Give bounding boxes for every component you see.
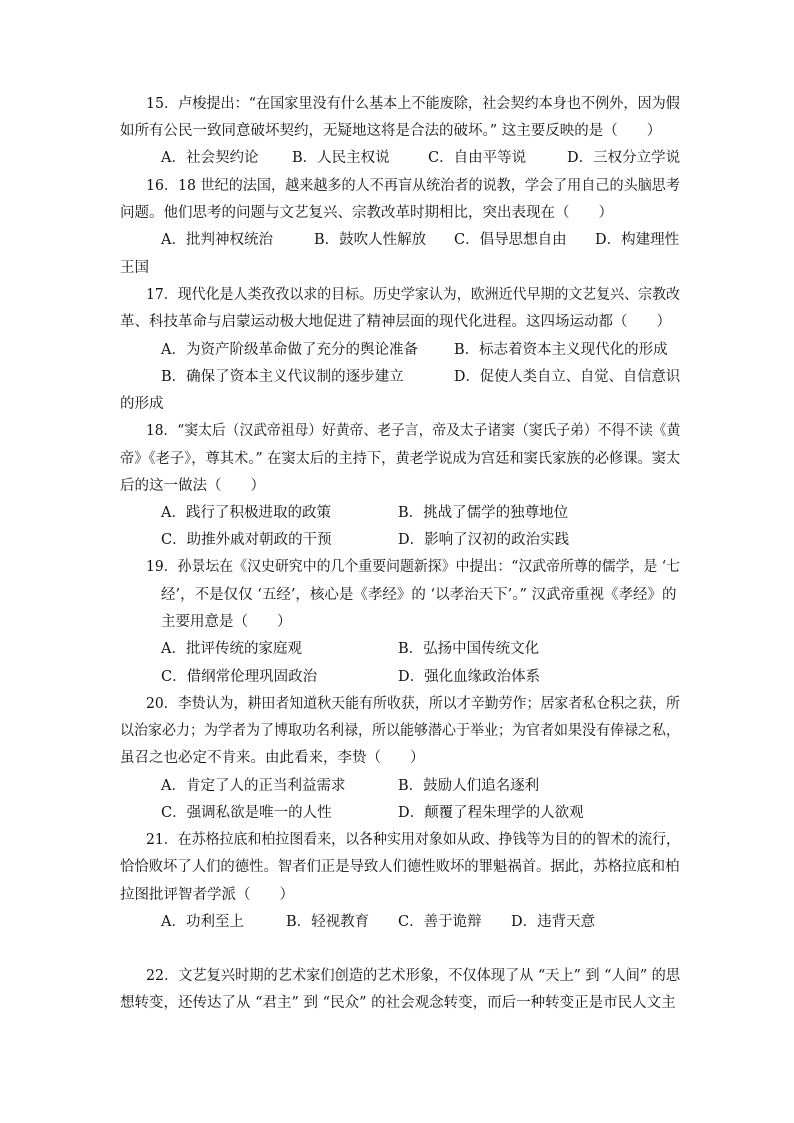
question-15-line-1: 15．卢梭提出：“在国家里没有什么基本上不能废除，社会契约本身也不例外，因为假 xyxy=(146,96,680,112)
question-20-line-3: 虽召之也必定不肯来。由此看来，李贽（ ） xyxy=(120,750,425,766)
question-16-line-1: 16．18 世纪的法国，越来越多的人不再盲从统治者的说教，学会了用自己的头脑思考 xyxy=(146,178,681,194)
question-17-line-2: 革、科技革命与启蒙运动极大地促进了精神层面的现代化进程。这四场运动都（ ） xyxy=(120,314,671,330)
question-18-option-b[interactable]: B．挑战了儒学的独尊地位 xyxy=(398,505,569,521)
question-21-option-b[interactable]: B．轻视教育 xyxy=(286,914,370,930)
question-19-option-c[interactable]: C．借纲常伦理巩固政治 xyxy=(161,669,318,685)
question-20-option-d[interactable]: D．颠覆了程朱理学的人欲观 xyxy=(398,805,584,821)
question-20-option-b[interactable]: B．鼓励人们追名逐利 xyxy=(398,778,540,794)
question-20-option-a[interactable]: A．肯定了人的正当利益需求 xyxy=(161,778,346,794)
question-15-option-c[interactable]: C．自由平等说 xyxy=(428,150,527,166)
question-16-option-d[interactable]: D．构建理性 xyxy=(595,232,680,248)
question-15-option-a[interactable]: A．社会契约论 xyxy=(161,150,259,166)
question-19-option-a[interactable]: A．批评传统的家庭观 xyxy=(161,641,302,657)
question-16-option-b[interactable]: B．鼓吹人性解放 xyxy=(314,232,427,248)
question-16-option-c[interactable]: C．倡导思想自由 xyxy=(454,232,567,248)
question-17-option-d[interactable]: D．促使人类自立、自觉、自信意识 xyxy=(454,369,681,385)
question-17-option-b[interactable]: B．标志着资本主义现代化的形成 xyxy=(454,342,668,358)
question-21-line-1: 21．在苏格拉底和柏拉图看来，以各种实用对象如从政、挣钱等为目的的智术的流行， xyxy=(146,832,680,848)
question-15-option-b[interactable]: B．人民主权说 xyxy=(292,150,390,166)
question-16-option-d-continuation: 王国 xyxy=(120,260,149,276)
question-18-line-1: 18．“窦太后（汉武帝祖母）好黄帝、老子言，帝及太子诸窦（窦氏子弟）不得不读《黄 xyxy=(146,423,681,439)
question-22-line-2: 想转变，还传达了从 “君主” 到 “民众” 的社会观念转变，而后一种转变正是市民人文主 xyxy=(120,995,676,1011)
question-21-line-2: 恰恰败坏了人们的德性。智者们正是导致人们德性败坏的罪魁祸首。据此，苏格拉底和柏 xyxy=(120,859,680,875)
question-22-line-1: 22．文艺复兴时期的艺术家们创造的艺术形象，不仅体现了从 “天上” 到 “人间” 的思 xyxy=(146,968,681,984)
question-18-option-d[interactable]: D．影响了汉初的政治实践 xyxy=(398,532,570,548)
question-17-line-1: 17．现代化是人类孜孜以求的目标。历史学家认为，欧洲近代早期的文艺复兴、宗教改 xyxy=(146,287,680,303)
question-19-line-3: 主要用意是（ ） xyxy=(161,614,292,630)
question-19-line-1: 19．孙景坛在《汉史研究中的几个重要问题新探》中提出：“汉武帝所尊的儒学，是 ‘七 xyxy=(146,559,681,575)
question-16-option-a[interactable]: A．批判神权统治 xyxy=(161,232,273,248)
question-15-option-d[interactable]: D．三权分立学说 xyxy=(567,150,681,166)
question-18-option-c[interactable]: C．助推外戚对朝政的干预 xyxy=(161,532,332,548)
question-18-line-3: 后的这一做法（ ） xyxy=(120,478,265,494)
question-17-option-a[interactable]: A．为资产阶级革命做了充分的舆论准备 xyxy=(161,342,418,358)
question-19-option-b[interactable]: B．弘扬中国传统文化 xyxy=(398,641,540,657)
question-18-line-2: 帝》《老子》，尊其术。” 在窦太后的主持下，黄老学说成为宫廷和窦氏家族的必修课。窦太 xyxy=(120,451,681,467)
question-21-line-3: 拉图批评智者学派（ ） xyxy=(120,887,294,903)
question-16-line-2: 问题。他们思考的问题与文艺复兴、宗教改革时期相比，突出表现在（ ） xyxy=(120,205,613,221)
question-21-option-c[interactable]: C．善于诡辩 xyxy=(398,914,482,930)
question-21-option-a[interactable]: A．功利至上 xyxy=(161,914,244,930)
question-19-line-2: 经’，不是仅仅 ‘五经’，核心是《孝经》的 ‘以孝治天下’。” 汉武帝重视《孝经》的 xyxy=(161,587,677,603)
question-17-option-d-continuation: 的形成 xyxy=(120,396,164,412)
question-21-option-d[interactable]: D．违背天意 xyxy=(511,914,596,930)
question-20-option-c[interactable]: C．强调私欲是唯一的人性 xyxy=(161,805,332,821)
question-15-line-2: 如所有公民一致同意破坏契约，无疑地这将是合法的破坏。” 这主要反映的是（ ） xyxy=(120,123,662,139)
question-20-line-2: 以治家必力；为学者为了博取功名利禄，所以能够潜心于举业；为官者如果没有俸禄之私， xyxy=(120,723,680,739)
question-18-option-a[interactable]: A．践行了积极进取的政策 xyxy=(161,505,331,521)
question-17-option-c[interactable]: B．确保了资本主义代议制的逐步建立 xyxy=(161,369,404,385)
question-19-option-d[interactable]: D．强化血缘政治体系 xyxy=(398,669,541,685)
question-20-line-1: 20．李贽认为，耕田者知道秋天能有所收获，所以才辛勤劳作；居家者私仓积之获，所 xyxy=(146,696,680,712)
